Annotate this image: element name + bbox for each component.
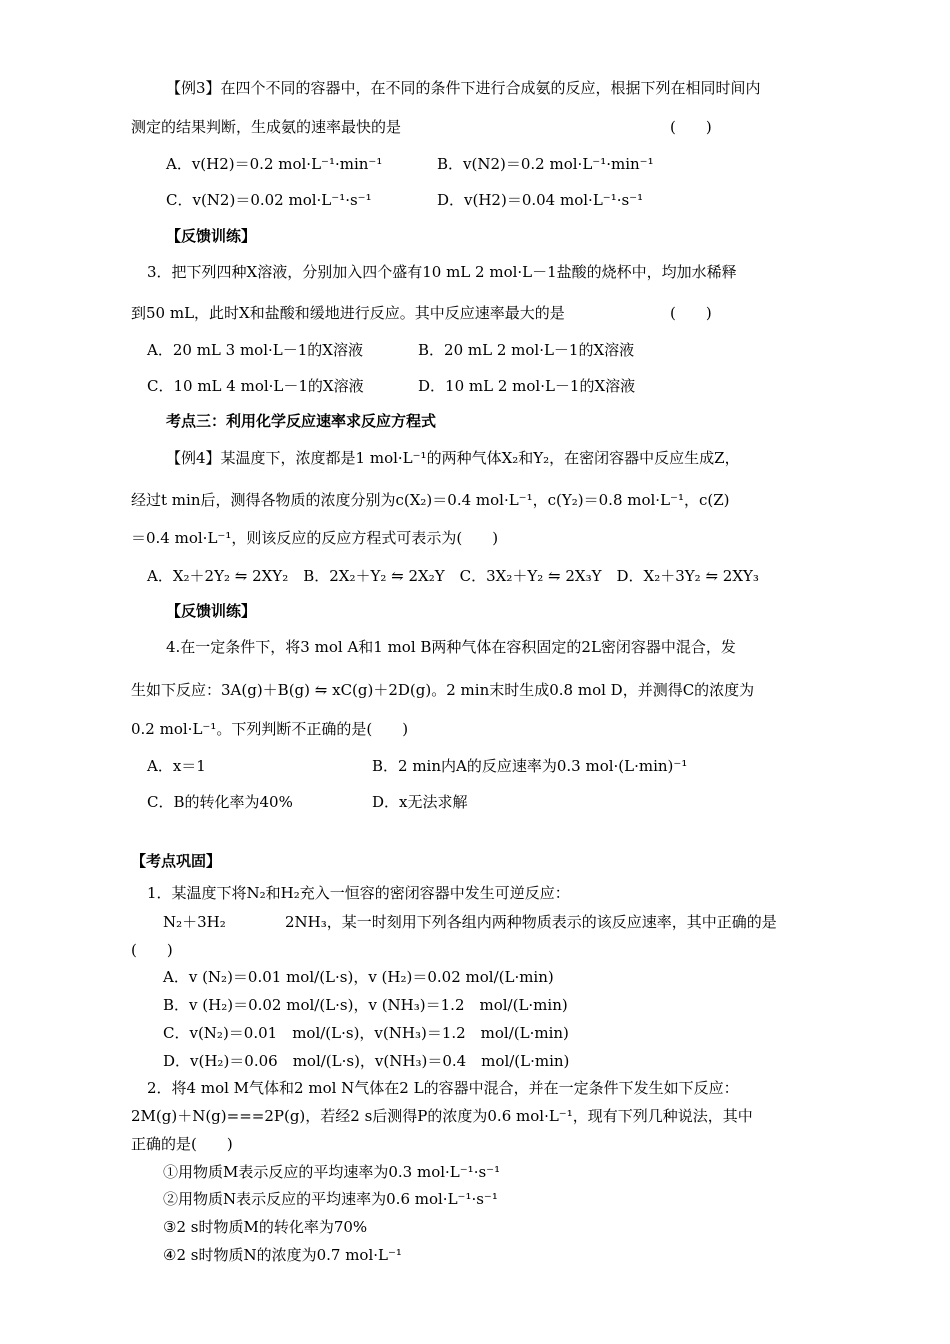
statement-1: ①用物质M表示反应的平均速率为0.3 mol·L⁻¹·s⁻¹ bbox=[163, 1163, 501, 1181]
option-d: D．x无法求解 bbox=[372, 793, 468, 811]
section-heading-feedback: 【反馈训练】 bbox=[166, 602, 257, 620]
section-heading-consolidation: 【考点巩固】 bbox=[131, 852, 222, 870]
statement-4: ④2 s时物质N的浓度为0.7 mol·L⁻¹ bbox=[163, 1246, 402, 1264]
answer-paren: ( ) bbox=[131, 941, 173, 959]
statement-2: ②用物质N表示反应的平均速率为0.6 mol·L⁻¹·s⁻¹ bbox=[163, 1190, 498, 1208]
question-3-line-2: 到50 mL，此时X和盐酸和缓地进行反应。其中反应速率最大的是 bbox=[131, 304, 565, 322]
option-b: B．20 mL 2 mol·L－1的X溶液 bbox=[418, 341, 635, 359]
practice-2-line-1: 2．将4 mol M气体和2 mol N气体在2 L的容器中混合，并在一定条件下发生如下反应： bbox=[147, 1079, 739, 1097]
answer-paren: ( ) bbox=[670, 118, 712, 136]
question-4-line-2: 生如下反应：3A(g)＋B(g) ⇋ xC(g)＋2D(g)。2 min末时生成0.8 mol D，并测得C的浓度为 bbox=[131, 681, 755, 699]
statement-3: ③2 s时物质M的转化率为70% bbox=[163, 1218, 368, 1236]
example-4-options: A．X₂＋2Y₂ ⇋ 2XY₂ B．2X₂＋Y₂ ⇋ 2X₂Y C．3X₂＋Y₂ ⇋ 2X₃Y D．X₂＋3Y₂ ⇋ 2XY₃ bbox=[147, 567, 759, 585]
section-heading-topic-3: 考点三：利用化学反应速率求反应方程式 bbox=[166, 412, 437, 430]
example-4-line-2: 经过t min后，测得各物质的浓度分别为c(X₂)＝0.4 mol·L⁻¹，c(Y₂)＝0.8 mol·L⁻¹，c(Z) bbox=[131, 491, 730, 509]
practice-1-line-1: 1．某温度下将N₂和H₂充入一恒容的密闭容器中发生可逆反应： bbox=[147, 884, 570, 902]
option-c: C．10 mL 4 mol·L－1的X溶液 bbox=[147, 377, 364, 395]
example-4-line-1: 【例4】某温度下，浓度都是1 mol·L⁻¹的两种气体X₂和Y₂，在密闭容器中反应生成Z， bbox=[166, 449, 740, 467]
practice-1-reactants: N₂＋3H₂ bbox=[163, 913, 226, 931]
option-c: C．v(N₂)＝0.01 mol/(L·s)，v(NH₃)＝1.2 mol/(L·min) bbox=[163, 1024, 569, 1042]
option-a: A．v (N₂)＝0.01 mol/(L·s)，v (H₂)＝0.02 mol/(L·min) bbox=[163, 968, 554, 986]
option-b: B．v(N2)＝0.2 mol·L⁻¹·min⁻¹ bbox=[437, 155, 654, 173]
option-d: D．v(H₂)＝0.06 mol/(L·s)，v(NH₃)＝0.4 mol/(L·min) bbox=[163, 1052, 570, 1070]
option-a: A．20 mL 3 mol·L－1的X溶液 bbox=[147, 341, 363, 359]
option-d: D．v(H2)＝0.04 mol·L⁻¹·s⁻¹ bbox=[437, 191, 644, 209]
question-3-line-1: 3．把下列四种X溶液，分别加入四个盛有10 mL 2 mol·L－1盐酸的烧杯中，均加水稀释 bbox=[147, 263, 737, 281]
option-a: A．v(H2)＝0.2 mol·L⁻¹·min⁻¹ bbox=[166, 155, 383, 173]
practice-2-line-2: 2M(g)＋N(g)===2P(g)，若经2 s后测得P的浓度为0.6 mol·L⁻¹，现有下列几种说法，其中 bbox=[131, 1107, 753, 1125]
question-4-line-1: 4.在一定条件下，将3 mol A和1 mol B两种气体在容积固定的2L密闭容器中混合，发 bbox=[166, 638, 736, 656]
example-4-line-3: ＝0.4 mol·L⁻¹，则该反应的反应方程式可表示为( ) bbox=[131, 529, 499, 547]
option-c: C．v(N2)＝0.02 mol·L⁻¹·s⁻¹ bbox=[166, 191, 372, 209]
option-b: B．v (H₂)＝0.02 mol/(L·s)，v (NH₃)＝1.2 mol/(L·min) bbox=[163, 996, 568, 1014]
example-3-line-2: 测定的结果判断，生成氨的速率最快的是 bbox=[131, 118, 402, 136]
example-3-line-1: 【例3】在四个不同的容器中，在不同的条件下进行合成氨的反应，根据下列在相同时间内 bbox=[166, 79, 761, 97]
option-c: C．B的转化率为40% bbox=[147, 793, 293, 811]
section-heading-feedback: 【反馈训练】 bbox=[166, 227, 257, 245]
answer-paren: ( ) bbox=[670, 304, 712, 322]
question-4-line-3: 0.2 mol·L⁻¹。下列判断不正确的是( ) bbox=[131, 720, 409, 738]
practice-1-line-2: 2NH₃，某一时刻用下列各组内两种物质表示的该反应速率，其中正确的是 bbox=[285, 913, 777, 931]
option-a: A．x＝1 bbox=[147, 757, 206, 775]
option-b: B．2 min内A的反应速率为0.3 mol·(L·min)⁻¹ bbox=[372, 757, 688, 775]
practice-2-line-3: 正确的是( ) bbox=[131, 1135, 233, 1153]
option-d: D．10 mL 2 mol·L－1的X溶液 bbox=[418, 377, 636, 395]
